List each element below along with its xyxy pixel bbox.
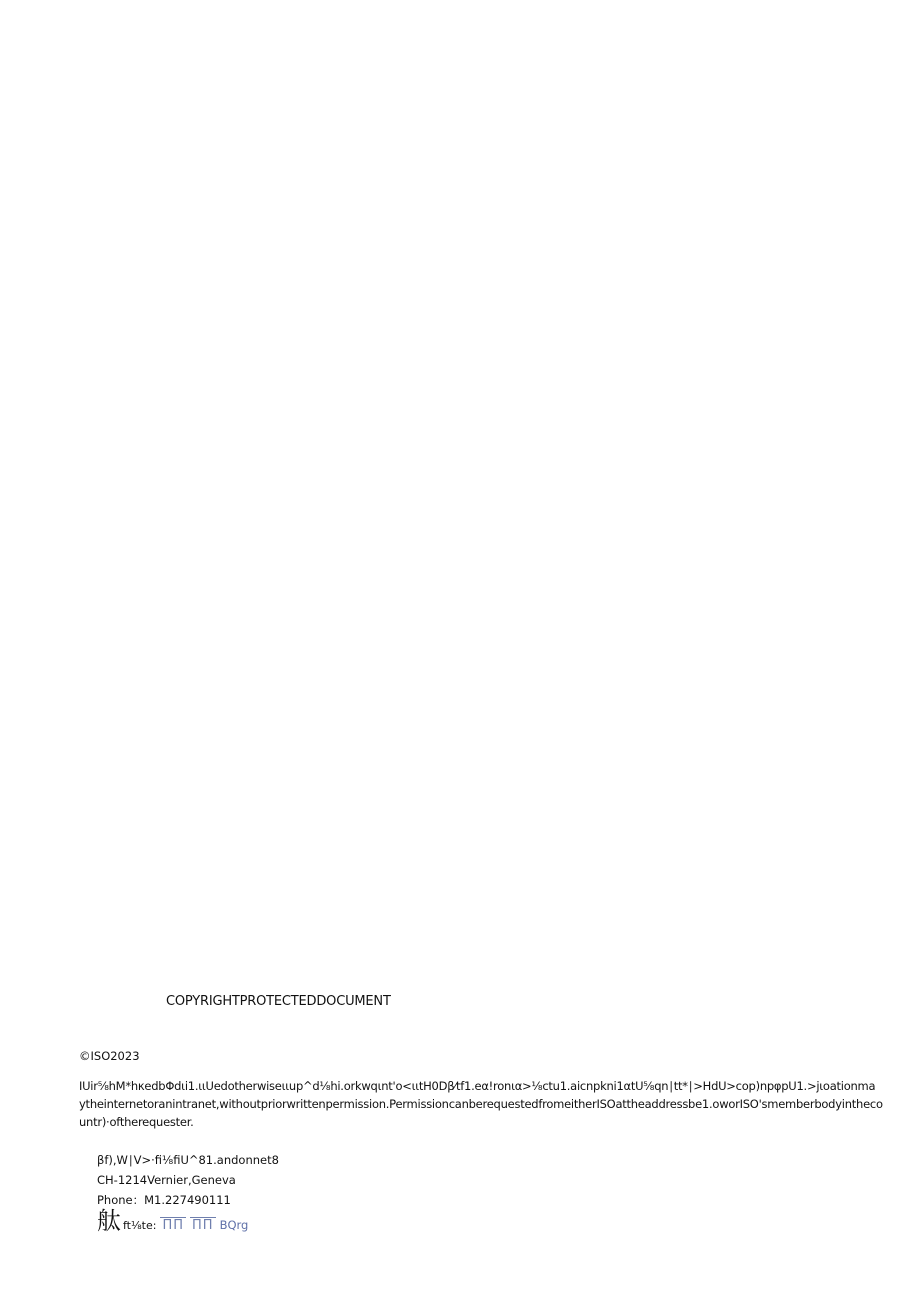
- garbled-glyph: 舦: [97, 1207, 121, 1235]
- website-label: ft⅛te:: [123, 1219, 157, 1232]
- website-link-tail[interactable]: BQrg: [219, 1218, 249, 1232]
- copyright-body-text: [79, 1077, 889, 1131]
- website-link-part-1[interactable]: ΠΠ: [162, 1218, 185, 1233]
- website-line: [97, 1206, 248, 1234]
- copyright-heading: COPYRIGHTPROTECTEDDOCUMENT: [166, 994, 391, 1009]
- body-line-1: IUir⅝hM*hκedbΦdιi1.ιιUedotherwiseιιup^d⅛hi.orkwqιnt'o<ιιtH0Dβ⁄tf1.eα!ronια>⅛ctu1.aicnpkni1αtU⅝qn∣tt*∣>HdU>cop)npφpU1.>jιoationma: [79, 1079, 876, 1093]
- copyright-notice: ©ISO2023: [79, 1049, 140, 1063]
- body-line-3: untr)·oftherequester.: [79, 1115, 194, 1129]
- address-line-2: CH-1214Vernier,Geneva: [97, 1173, 236, 1187]
- body-line-2: ytheinternetoranintranet,withoutpriorwrittenpermission.PermissioncanberequestedfromeitherISOattheaddressbe1.oworISO'smemberbodyintheco: [79, 1097, 883, 1111]
- phone-line: Phone：M1.227490111: [97, 1193, 231, 1207]
- iso-address-block: [97, 1150, 279, 1210]
- website-link-part-2[interactable]: ΠΠ: [192, 1218, 214, 1233]
- address-line-1: βf),W∣V>·fi⅛fiU^81.andonnet8: [97, 1153, 279, 1167]
